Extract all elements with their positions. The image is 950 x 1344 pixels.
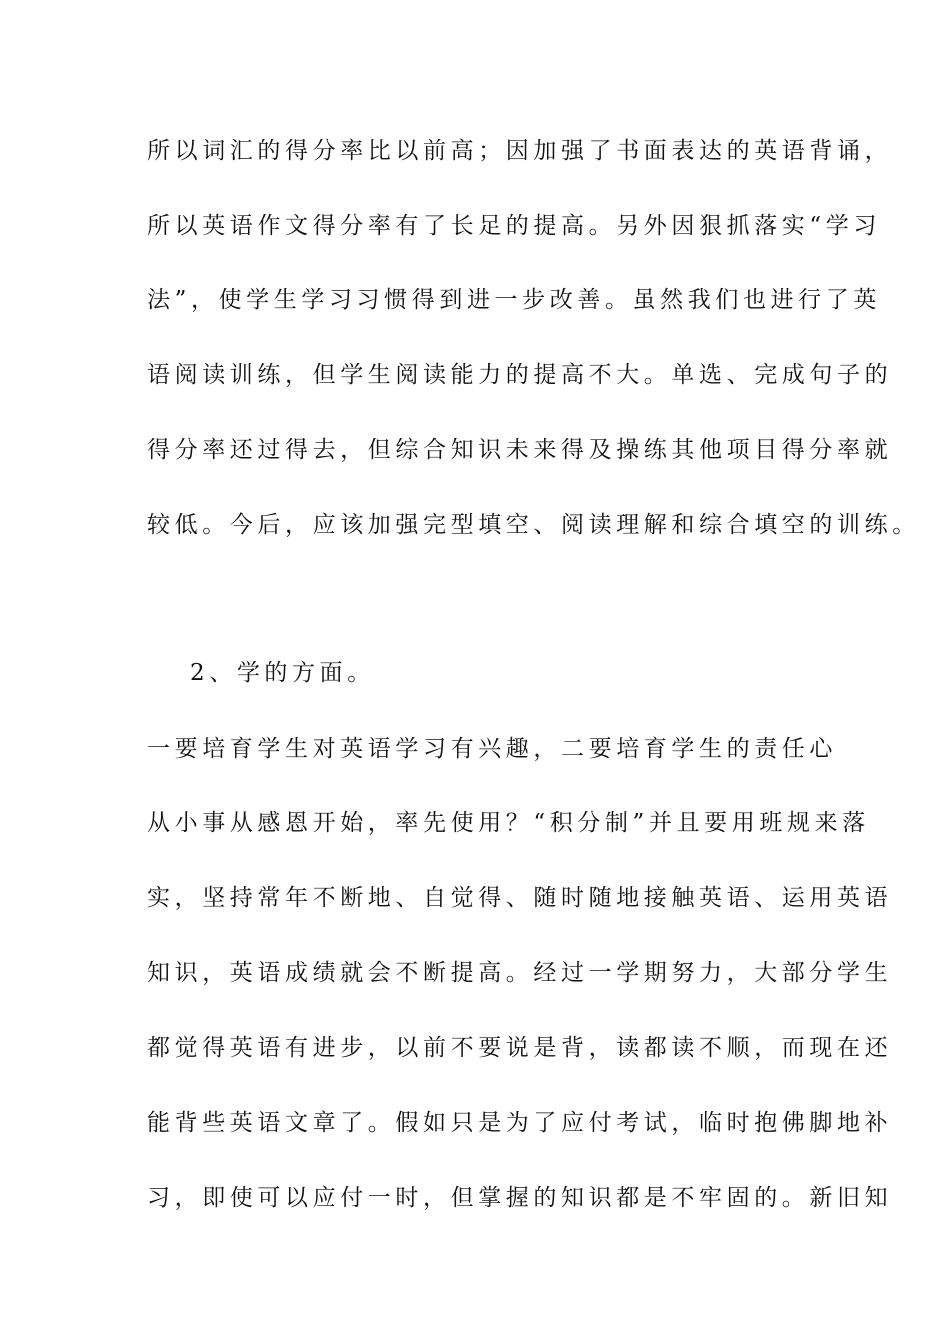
paragraph-2-line-4: 知识，英语成绩就会不断提高。经过一学期努力，大部分学生 (147, 960, 893, 986)
paragraph-2-line-3: 实，坚持常年不断地、自觉得、随时随地接触英语、运用英语 (147, 885, 893, 911)
paragraph-2-line-2: 从小事从感恩开始，率先使用？“积分制”并且要用班规来落 (147, 810, 870, 836)
paragraph-2-line-6: 能背些英语文章了。假如只是为了应付考试，临时抱佛脚地补 (147, 1110, 893, 1136)
paragraph-1-line-5: 得分率还过得去，但综合知识未来得及操练其他项目得分率就 (147, 437, 893, 463)
paragraph-1-line-6: 较低。今后，应该加强完型填空、阅读理解和综合填空的训练。 (147, 512, 920, 538)
paragraph-1-line-3: 法”，使学生学习习惯得到进一步改善。虽然我们也进行了英 (147, 287, 881, 313)
paragraph-2-line-7: 习，即使可以应付一时，但掌握的知识都是不牢固的。新旧知 (147, 1185, 893, 1211)
paragraph-1-line-2: 所以英语作文得分率有了长足的提高。另外因狠抓落实“学习 (147, 213, 881, 239)
section-heading: 2、学的方面。 (190, 660, 375, 686)
paragraph-1-line-4: 语阅读训练，但学生阅读能力的提高不大。单选、完成句子的 (147, 362, 893, 388)
paragraph-2-line-1: 一要培育学生对英语学习有兴趣，二要培育学生的责任心 (147, 736, 837, 762)
paragraph-1-line-1: 所以词汇的得分率比以前高；因加强了书面表达的英语背诵， (147, 138, 893, 164)
paragraph-2-line-5: 都觉得英语有进步，以前不要说是背，读都读不顺，而现在还 (147, 1035, 893, 1061)
